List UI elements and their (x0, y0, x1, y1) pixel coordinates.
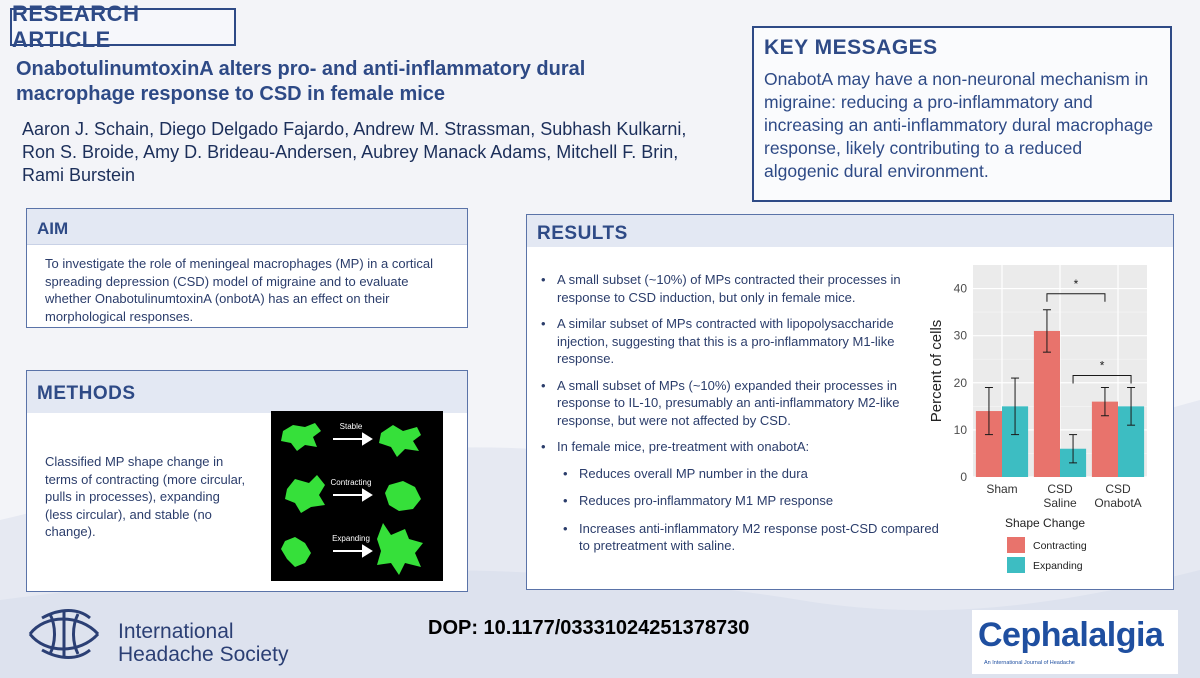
methods-panel (26, 370, 468, 592)
doi-text: DOP: 10.1177/03331024251378730 (428, 617, 750, 639)
authors-line-3: Rami Burstein (22, 165, 136, 185)
author-list (22, 118, 722, 187)
macrophage-shape-figure (271, 411, 443, 581)
results-sub-bullet: • Reduces overall MP number in the dura (563, 465, 941, 483)
results-panel (526, 214, 1174, 590)
shape-change-bar-chart (925, 245, 1165, 585)
aim-heading: AIM (27, 209, 467, 245)
authors-line-1: Aaron J. Schain, Diego Delgado Fajardo, Andrew M. Strassman, Subhash Kulkarni, (22, 119, 687, 139)
results-sub-bullet: • Reduces pro-inflammatory M1 MP response (563, 492, 941, 510)
title-line-2: macrophage response to CSD in female mice (16, 83, 446, 105)
society-line-1: International (118, 620, 234, 643)
legend-label: Contracting (1033, 540, 1087, 552)
title-line-1: OnabotulinumtoxinA alters pro- and anti-inflammatory dural (16, 58, 586, 80)
y-tick-label: 30 (953, 328, 967, 343)
key-messages-text: OnabotA may have a non-neuronal mechanism in migraine: reducing a pro-inflammatory and increasing an anti-inflammatory dural macrophage response, likely contributing to a reduced algogenic dural environment. (764, 69, 1154, 181)
results-bullet: • A small subset (~10%) of MPs contracted their processes in response to CSD induction, but only in female mice. (541, 271, 941, 306)
x-tick-label: Sham (986, 482, 1018, 496)
methods-text: Classified MP shape change in terms of contracting (more circular, pulls in processes), expanding (less circular), and stable (no change). (45, 454, 246, 539)
legend-label: Expanding (1033, 560, 1083, 572)
figure-label-stable: Stable (339, 422, 363, 431)
article-title (16, 57, 656, 107)
results-list (541, 271, 941, 565)
x-tick-label: CSD (1105, 482, 1131, 496)
results-sub-bullet: • Increases anti-inflammatory M2 response post-CSD compared to pretreatment with saline. (563, 520, 941, 555)
society-name (118, 620, 288, 666)
results-bullet: • A similar subset of MPs contracted with lipopolysaccharide injection, suggesting that this is a pro-inflammatory M1-like response. (541, 315, 941, 368)
legend-swatch-expanding (1007, 557, 1025, 573)
authors-line-2: Ron S. Broide, Amy D. Brideau-Andersen, Aubrey Manack Adams, Mitchell F. Brin, (22, 142, 679, 162)
figure-label-expanding: Expanding (332, 534, 370, 543)
x-tick-label: OnabotA (1094, 496, 1142, 510)
journal-logo (972, 610, 1178, 674)
results-bullet: • A small subset of MPs (~10%) expanded their processes in response to IL-10, presumably an anti-inflammatory M2-like response, but were not affected by CSD. (541, 377, 941, 430)
y-axis-label: Percent of cells (928, 319, 945, 423)
significance-marker: * (1073, 276, 1079, 291)
journal-name: Cephalalgia (978, 616, 1164, 654)
key-messages-heading: KEY MESSAGES (764, 36, 938, 59)
aim-text: To investigate the role of meningeal macrophages (MP) in a cortical spreading depression (CSD) model of migraine and to evaluate whether OnabotulinumtoxinA (onbotA) has an effect on their morphological responses. (45, 256, 434, 324)
x-tick-label: CSD (1047, 482, 1073, 496)
y-tick-label: 0 (960, 470, 967, 484)
article-type-badge: RESEARCH ARTICLE (10, 8, 236, 46)
legend-title: Shape Change (1005, 516, 1086, 530)
significance-marker: * (1099, 358, 1105, 373)
legend-swatch-contracting (1007, 537, 1025, 553)
aim-panel (26, 208, 468, 328)
results-heading: RESULTS (527, 215, 1173, 247)
society-line-2: Headache Society (118, 643, 289, 666)
y-tick-label: 40 (953, 281, 967, 296)
figure-label-contracting: Contracting (330, 478, 372, 487)
y-tick-label: 10 (953, 422, 967, 437)
methods-heading: METHODS (27, 371, 467, 413)
bar-contracting (1034, 331, 1060, 477)
results-bullet: • In female mice, pre-treatment with onabotA: (541, 438, 941, 456)
journal-subtitle: An International Journal of Headache (984, 660, 1075, 666)
key-messages-box (752, 26, 1172, 202)
x-tick-label: Saline (1043, 496, 1077, 510)
y-tick-label: 20 (953, 375, 967, 390)
